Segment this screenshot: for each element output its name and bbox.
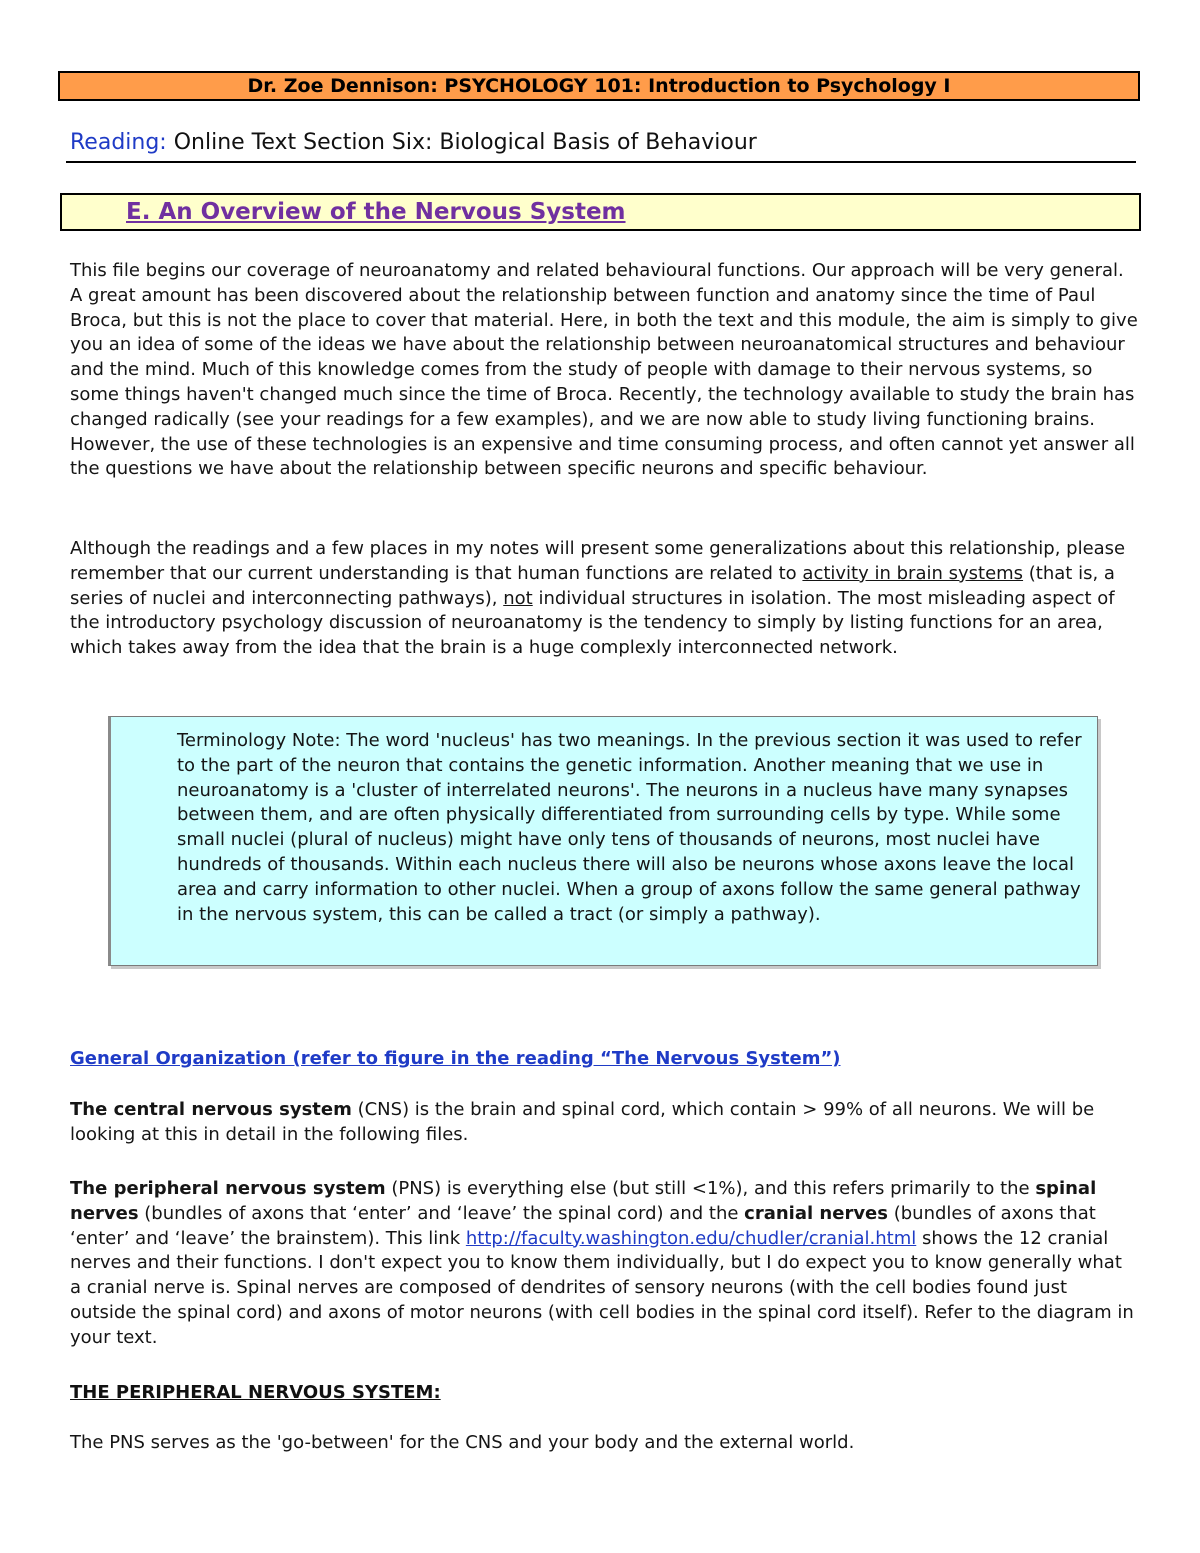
systems-paragraph: [70, 537, 1138, 661]
pns-paragraph: [70, 1177, 1138, 1351]
general-organization-link[interactable]: General Organization (refer to figure in the reading “The Nervous System”): [70, 1048, 841, 1069]
pns-text-1: (PNS) is everything else (but still <1%), and this refers primarily to the: [385, 1178, 1036, 1199]
pns-section-text: The PNS serves as the 'go-between' for the CNS and your body and the external world.: [70, 1432, 855, 1453]
cns-paragraph: [70, 1098, 1138, 1148]
reading-line: [70, 128, 1136, 158]
pns-text-3: (bundles of axons that ‘enter’ and ‘leave’ the brainstem). This link: [70, 1202, 1096, 1249]
pns-term: The peripheral nervous system: [70, 1178, 386, 1199]
emphasis-not: not: [503, 587, 533, 609]
spinal-nerves-term: spinal nerves: [70, 1178, 1097, 1224]
reading-text: Online Text Section Six: Biological Basis of Behaviour: [173, 130, 757, 155]
pns-section-heading: THE PERIPHERAL NERVOUS SYSTEM:: [70, 1382, 441, 1403]
section-title-box: [60, 193, 1141, 231]
cranial-nerves-term: cranial nerves: [744, 1202, 888, 1224]
cns-text: (CNS) is the brain and spinal cord, which contain > 99% of all neurons. We will be looking at this in detail in the following files.: [70, 1099, 1095, 1145]
reading-divider: [66, 161, 1136, 163]
cranial-nerves-link[interactable]: http://faculty.washington.edu/chudler/cranial.html: [465, 1227, 917, 1249]
intro-paragraph: This file begins our coverage of neuroanatomy and related behavioural functions. Our approach will be very general. A great amount has been discovered about the relationship between function and anatomy since the time of Paul Broca, but this is not the place to cover that material. Here, in both the text and this module, the aim is simply to give you an idea of some of the ideas we have about the relationship between neuroanatomical structures and behaviour and the mind. Much of this knowledge comes from the study of people with damage to their nervous systems, so some things haven't changed much since the time of Broca. Recently, the technology available to study the brain has changed radically (see your readings for a few examples), and we are now able to study living functioning brains. However, the use of these technologies is an expensive and time consuming process, and often cannot yet answer all the questions we have about the relationship between specific neurons and specific behaviour.: [70, 260, 1138, 480]
systems-text-2: (that is, a series of nuclei and interconnecting pathways),: [70, 562, 1115, 609]
pns-text-4: shows the 12 cranial nerves and their functions. I don't expect you to know them individually, but I do expect you to know generally what a cranial nerve is. Spinal nerves are composed of dendrites of sensory neurons (with the cell bodies found just outside the spinal cord) and axons of motor neurons (with cell bodies in the spinal cord itself). Refer to the diagram in your text.: [70, 1227, 1134, 1348]
cns-term: The central nervous system: [70, 1099, 352, 1120]
course-header-bar: [58, 71, 1140, 101]
systems-text-3: individual structures in isolation. The most misleading aspect of the introductory psychology discussion of neuroanatomy is the tendency to simply by listing functions for an area, which takes away from the idea that the brain is a huge complexly interconnected network.: [70, 587, 1115, 659]
section-title: E. An Overview of the Nervous System: [126, 199, 626, 225]
terminology-note-box: [108, 716, 1098, 966]
emphasis-activity-in-brain-systems: activity in brain systems: [802, 562, 1024, 584]
reading-label: Reading:: [70, 130, 167, 155]
terminology-note-text: Terminology Note: The word 'nucleus' has two meanings. In the previous section it was used to refer to the part of the neuron that contains the genetic information. Another meaning that we use in neuroanatomy is a 'cluster of interrelated neurons'. The neurons in a nucleus have many synapses between them, and are often physically differentiated from surrounding cells by type. While some small nuclei (plural of nucleus) might have only tens of thousands of neurons, most nuclei have hundreds of thousands. Within each nucleus there will also be neurons whose axons leave the local area and carry information to other nuclei. When a group of axons follow the same general pathway in the nervous system, this can be called a tract (or simply a pathway).: [177, 730, 1082, 925]
pns-text-2: (bundles of axons that ‘enter’ and ‘leave’ the spinal cord) and the: [138, 1202, 745, 1224]
course-title: Dr. Zoe Dennison: PSYCHOLOGY 101: Introduction to Psychology I: [247, 75, 951, 97]
systems-text-1: Although the readings and a few places in my notes will present some generalizations about this relationship, please remember that our current understanding is that human functions are related to: [70, 538, 1126, 584]
